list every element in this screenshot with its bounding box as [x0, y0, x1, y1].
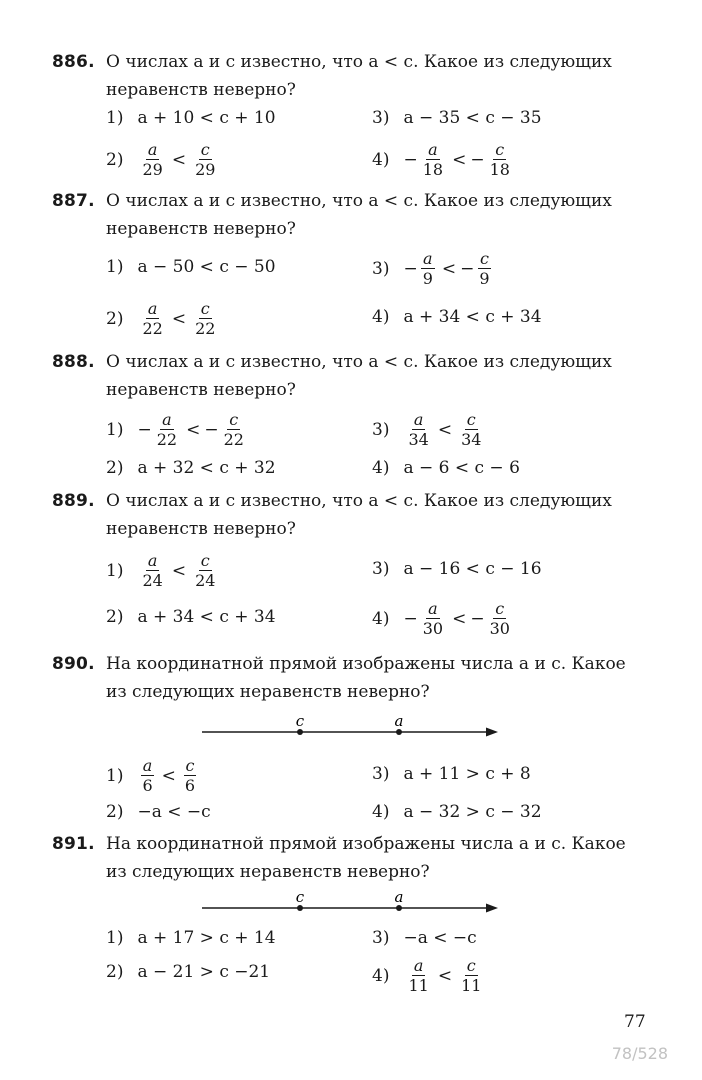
fraction: $\frac{a}{30}$ — [422, 599, 444, 638]
answer-option-1: 1) $\frac{a}{6}$ < $\frac{c}{6}$ — [106, 756, 196, 795]
answer-option-2: 2) $\frac{a}{22}$ < $\frac{c}{22}$ — [106, 299, 216, 338]
fraction: $\frac{a}{22}$ — [156, 410, 178, 449]
problem-statement: О числах a и c известно, что a < c. Какое из следующих неравенств неверно? — [106, 491, 612, 539]
page-counter: 78/528 — [611, 1044, 668, 1063]
answer-option-4: 4) − $\frac{a}{30}$ < − $\frac{c}{30}$ — [372, 599, 510, 638]
problem-886 — [52, 48, 662, 188]
fraction: $\frac{a}{11}$ — [408, 956, 429, 995]
point-label-a: a — [394, 888, 404, 906]
fraction: $\frac{c}{22}$ — [195, 299, 216, 338]
point-label-c: c — [295, 888, 305, 906]
answer-option-4: 4) a + 34 < c + 34 — [372, 307, 542, 327]
answer-option-1: 1) − $\frac{a}{22}$ < − $\frac{c}{22}$ — [106, 410, 244, 449]
answer-option-4: 4) a − 32 > c − 32 — [372, 802, 542, 822]
problem-888 — [52, 348, 662, 488]
answer-option-3: 3) a + 11 > c + 8 — [372, 764, 531, 784]
answer-option-3: 3) $\frac{a}{34}$ < $\frac{c}{34}$ — [372, 410, 482, 449]
point-label-a: a — [394, 712, 404, 730]
number-line-axis — [202, 888, 502, 918]
page-number: 77 — [624, 1012, 646, 1032]
problem-number: 887. — [52, 191, 95, 211]
answer-option-2: 2) a + 34 < c + 34 — [106, 607, 276, 627]
answer-option-1: 1) a + 10 < c + 10 — [106, 108, 276, 128]
problem-number: 889. — [52, 491, 95, 511]
answer-option-4: 4) a − 6 < c − 6 — [372, 458, 520, 478]
answer-option-4: 4) $\frac{a}{11}$ < $\frac{c}{11}$ — [372, 956, 482, 995]
answer-option-3: 3) a − 16 < c − 16 — [372, 559, 542, 579]
problem-889 — [52, 487, 662, 647]
fraction: $\frac{c}{6}$ — [184, 756, 196, 795]
problem-890 — [52, 650, 662, 830]
fraction: $\frac{c}{18}$ — [489, 140, 510, 179]
number-line — [202, 888, 502, 918]
answer-option-4: 4) − $\frac{a}{18}$ < − $\frac{c}{18}$ — [372, 140, 510, 179]
answer-option-3: 3) − $\frac{a}{9}$ < − $\frac{c}{9}$ — [372, 249, 490, 288]
answer-option-3: 3) a − 35 < c − 35 — [372, 108, 542, 128]
fraction: $\frac{a}{24}$ — [142, 551, 163, 590]
fraction: $\frac{a}{29}$ — [142, 140, 163, 179]
problem-number: 891. — [52, 834, 95, 854]
fraction: $\frac{a}{9}$ — [422, 249, 433, 288]
point-label-c: c — [295, 712, 305, 730]
arrow-head-icon — [486, 904, 498, 913]
answer-option-2: 2) $\frac{a}{29}$ < $\frac{c}{29}$ — [106, 140, 216, 179]
answer-option-3: 3) −a < −c — [372, 928, 477, 948]
answer-option-1: 1) a − 50 < c − 50 — [106, 257, 276, 277]
fraction: $\frac{c}{29}$ — [195, 140, 216, 179]
problem-number: 886. — [52, 52, 95, 72]
fraction: $\frac{c}{9}$ — [479, 249, 490, 288]
problem-891 — [52, 830, 662, 1000]
fraction: $\frac{c}{24}$ — [195, 551, 216, 590]
arrow-head-icon — [486, 728, 498, 737]
problem-statement: О числах a и c известно, что a < c. Какое из следующих неравенств неверно? — [106, 352, 612, 400]
fraction: $\frac{c}{22}$ — [223, 410, 244, 449]
problem-statement: О числах a и c известно, что a < c. Какое из следующих неравенств неверно? — [106, 52, 612, 100]
answer-option-2: 2) −a < −c — [106, 802, 211, 822]
fraction: $\frac{a}{34}$ — [408, 410, 429, 449]
problem-statement: На координатной прямой изображены числа a и c. Какое из следующих неравенств неверно? — [106, 654, 626, 702]
problem-statement: На координатной прямой изображены числа a и c. Какое из следующих неравенств неверно? — [106, 834, 626, 882]
problem-887 — [52, 187, 662, 347]
answer-option-1: 1) a + 17 > c + 14 — [106, 928, 276, 948]
fraction: $\frac{c}{34}$ — [461, 410, 482, 449]
problem-statement: О числах a и c известно, что a < c. Какое из следующих неравенств неверно? — [106, 191, 612, 239]
fraction: $\frac{c}{30}$ — [489, 599, 510, 638]
fraction: $\frac{a}{6}$ — [142, 756, 153, 795]
number-line — [202, 712, 502, 742]
number-line-axis — [202, 712, 502, 742]
problem-number: 888. — [52, 352, 95, 372]
fraction: $\frac{c}{11}$ — [461, 956, 482, 995]
answer-option-2: 2) a − 21 > c −21 — [106, 962, 271, 982]
fraction: $\frac{a}{18}$ — [422, 140, 444, 179]
answer-option-2: 2) a + 32 < c + 32 — [106, 458, 276, 478]
fraction: $\frac{a}{22}$ — [142, 299, 163, 338]
problem-number: 890. — [52, 654, 95, 674]
answer-option-1: 1) $\frac{a}{24}$ < $\frac{c}{24}$ — [106, 551, 216, 590]
